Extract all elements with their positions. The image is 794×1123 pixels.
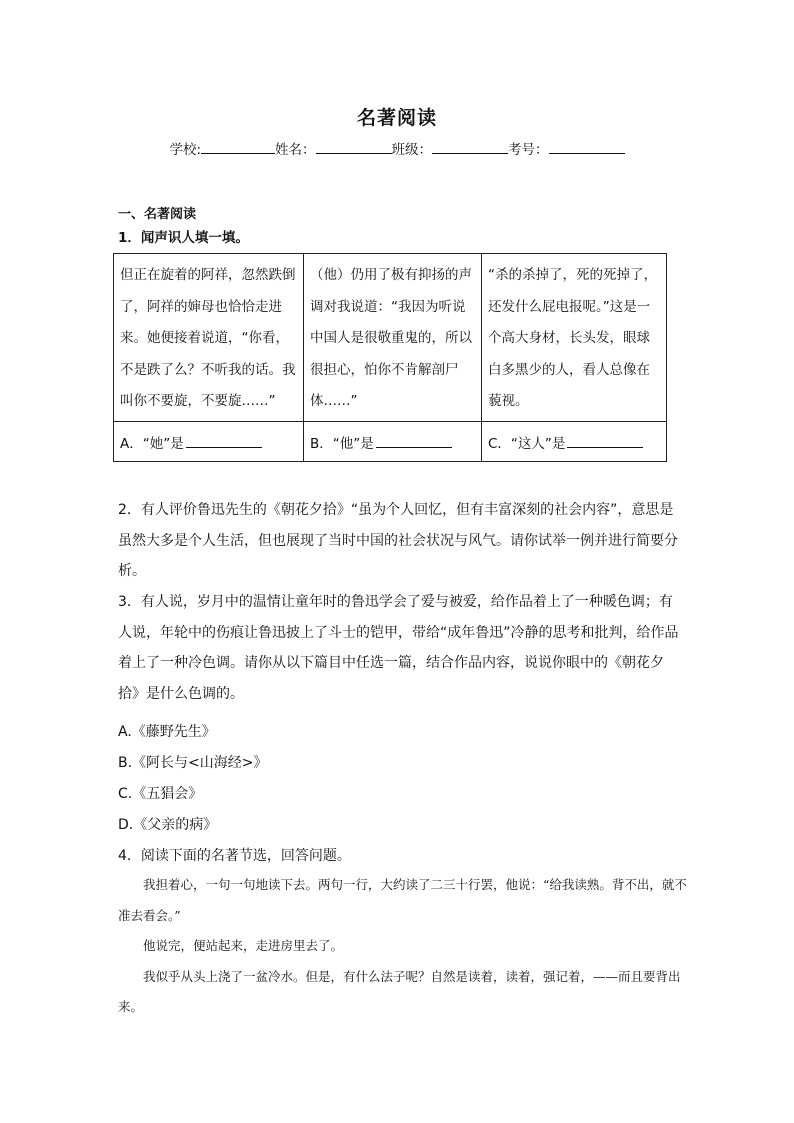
q1-answer-b-label: B．“他”是 [310,435,374,452]
id-blank[interactable] [549,139,625,154]
school-blank[interactable] [201,139,275,154]
q1-answer-b [304,422,482,462]
q3-option-d: D.《父亲的病》 [118,817,218,833]
q1-answer-a-blank[interactable] [186,433,262,448]
q3-text: 3．有人说，岁月中的温情让童年时的鲁迅学会了爱与被爱，给作品着上了一种暖色调；有人说，年轮中的伤痕让鲁迅披上了斗士的铠甲，带给“成年鲁迅”冷静的思考和批判，给作品着上了一种冷色调。请你从以下篇目中任选一篇，结合作品内容，说说你眼中的《朝花夕拾》是什么色调的。 [118,594,679,702]
q1-quote-c: “杀的杀掉了，死的死掉了，还发什么屁电报呢。”这是一个高大身材，长头发，眼球白多黑少的人，看人总像在藐视。 [482,254,667,422]
q1-quote-b: （他）仍用了极有抑扬的声调对我说道：“我因为听说中国人是很敬重鬼的，所以很担心，怕你不肯解剖尸体……” [304,254,482,422]
q2-text: 2．有人评价鲁迅先生的《朝花夕拾》“虽为个人回忆，但有丰富深刻的社会内容”，意思是虽然大多是个人生活，但也展现了当时中国的社会状况与风气。请你试举一例并进行简要分析。 [118,502,678,579]
q3-option-a: A.《藤野先生》 [118,724,216,740]
q1-answer-a-label: A．“她”是 [120,435,184,452]
q1-quote-a: 但正在旋着的阿祥，忽然跌倒了，阿祥的婶母也恰恰走进来。她便接着说道，“你看，不是跌了么？不听我的话。我叫你不要旋，不要旋……” [114,254,304,422]
q1-answer-c [482,422,667,462]
q1-answer-a [114,422,304,462]
q4-excerpt [118,870,690,1023]
q1-answer-c-label: C．“这人”是 [488,435,566,452]
excerpt-paragraph: 我担着心，一句一句地读下去。两句一行，大约读了二三十行罢，他说：“给我读熟。背不出，就不准去看会。” [118,877,687,923]
q1-prompt: 1．闻声识人填一填。 [118,230,249,246]
school-label: 学校: [169,142,202,158]
q1-table [113,253,667,462]
student-info-line [0,138,794,158]
name-blank[interactable] [316,139,392,154]
class-label: 班级： [391,142,433,158]
id-label: 考号： [508,142,549,158]
section-heading: 一、名著阅读 [118,207,197,222]
q4-prompt: 4．阅读下面的名著节选，回答问题。 [118,848,351,864]
q3-option-c: C.《五猖会》 [118,786,203,802]
excerpt-paragraph: 我似乎从头上浇了一盆冷水。但是，有什么法子呢？自然是读着，读着，强记着，——而且要背出来。 [118,968,681,1014]
excerpt-paragraph: 他说完，便站起来，走进房里去了。 [143,938,344,953]
page-title: 名著阅读 [356,107,437,129]
q1-answer-c-blank[interactable] [567,433,643,448]
q3-option-b: B.《阿长与<山海经>》 [118,755,268,771]
q1-answer-b-blank[interactable] [376,433,452,448]
class-blank[interactable] [432,139,508,154]
name-label: 姓名： [275,142,316,158]
